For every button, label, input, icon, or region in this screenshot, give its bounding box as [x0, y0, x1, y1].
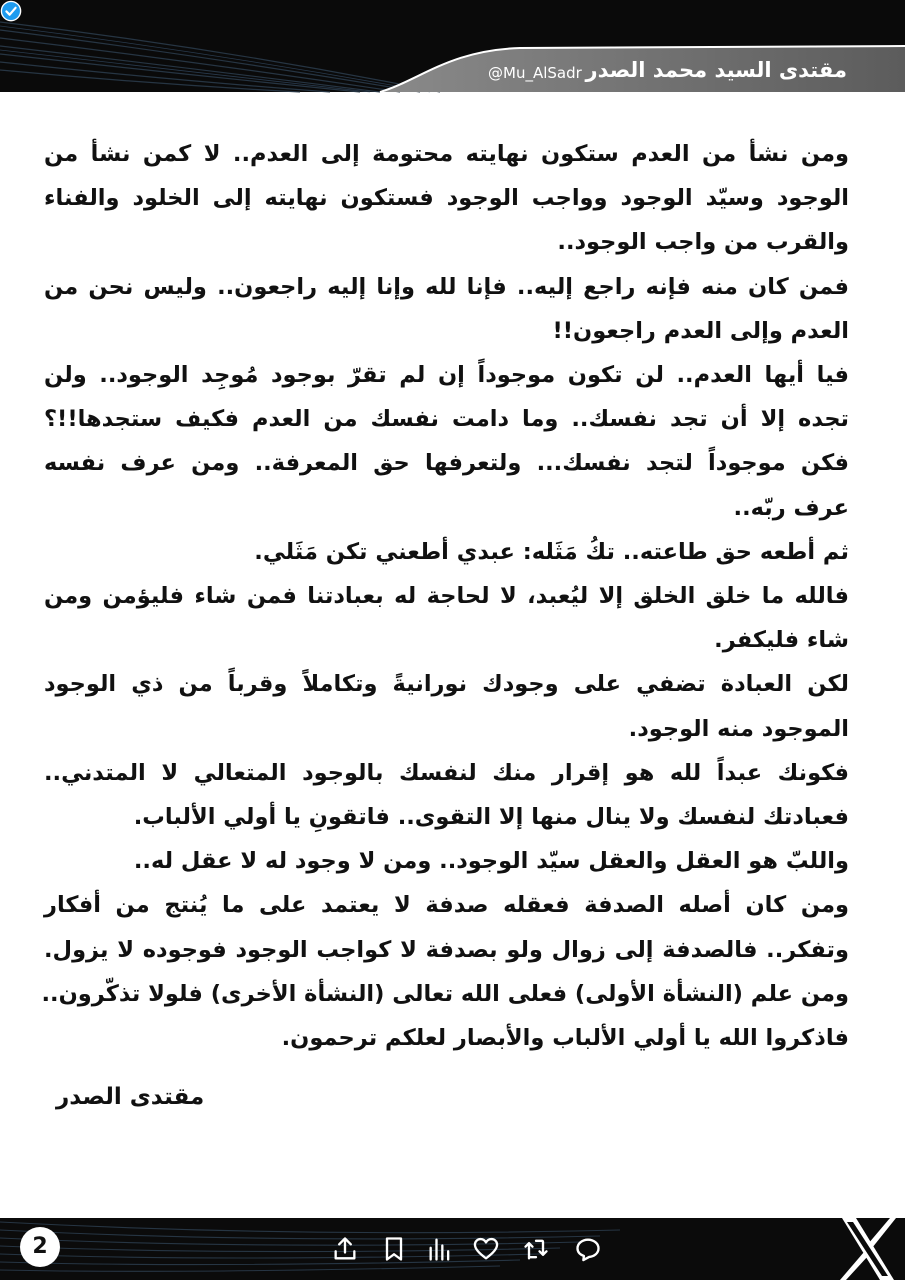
post-line: فعبادتك لنفسك ولا ينال منها إلا التقوى.. فاتقونِ يا أولي الألباب.: [133, 804, 849, 831]
bookmark-icon[interactable]: [380, 1235, 408, 1263]
post-line: ومن نشأ من العدم ستكون نهايته محتومة إلى العدم.. لا كمن نشأ من: [44, 141, 849, 167]
post-line: ومن كان أصله الصدفة فعقله صدفة لا يعتمد على ما يُنتج من أفكار: [44, 892, 849, 919]
post-line: العدم وإلى العدم راجعون!!: [552, 317, 849, 344]
post-line: لكن العبادة تضفي على وجودك نورانيةً وتكاملاً وقرباً من ذي الوجود: [44, 671, 849, 698]
x-logo: [838, 1218, 898, 1280]
post-line: فكن موجوداً لتجد نفسك... ولتعرفها حق المعرفة.. ومن عرف نفسه: [44, 450, 849, 477]
repost-icon[interactable]: [522, 1235, 550, 1263]
page-number-badge: 2: [20, 1227, 60, 1267]
post-line: شاء فليكفر.: [714, 627, 849, 654]
post-line: وتفكر.. فالصدفة إلى زوال ولو بصدفة لا كواجب الوجود فوجوده لا يزول.: [44, 936, 849, 963]
views-icon[interactable]: [426, 1235, 454, 1263]
post-text: [41, 132, 849, 1060]
post-header: [0, 0, 905, 96]
post-line: الوجود وسيّد الوجود وواجب الوجود فستكون نهايته إلى الخلود والفناء: [44, 185, 849, 212]
post-line: فالله ما خلق الخلق إلا ليُعبد، لا لحاجة له بعبادتنا فمن شاء فليؤمن ومن: [44, 583, 849, 610]
account-handle: @Mu_AlSadr: [488, 64, 582, 82]
post-line: فمن كان منه فإنه راجع إليه.. فإنا لله وإنا إليه راجعون.. وليس نحن من: [44, 273, 849, 300]
post-line: فاذكروا الله يا أولي الألباب والأبصار لعلكم ترحمون.: [281, 1025, 849, 1052]
post-line: والقرب من واجب الوجود..: [557, 229, 849, 256]
post-line: ثم أطعه حق طاعته.. تكُ مَثَله: عبدي أطعني تكن مَثَلي.: [254, 538, 849, 565]
post-footer: [0, 1218, 905, 1280]
post-line: فيا أيها العدم.. لن تكون موجوداً إن لم تقرّ بوجود مُوجِد الوجود.. ولن: [44, 362, 849, 389]
post-line: تجده إلا أن تجد نفسك.. وما دامت نفسك من العدم فكيف ستجدها!!؟: [44, 406, 849, 433]
post-line: واللبّ هو العقل والعقل سيّد الوجود.. ومن لا وجود له لا عقل له..: [133, 848, 849, 875]
like-icon[interactable]: [472, 1235, 500, 1263]
verified-badge-icon: [0, 0, 22, 22]
post-signature: مقتدى الصدر: [56, 1084, 205, 1110]
post-line: فكونك عبداً لله هو إقرار منك لنفسك بالوجود المتعالي لا المتدني..: [44, 759, 849, 786]
reply-icon[interactable]: [574, 1235, 602, 1263]
post-line: عرف ربّه..: [733, 494, 849, 521]
post-line: ومن علم (النشأة الأولى) فعلى الله تعالى (النشأة الأخرى) فلولا تذكّرون..: [41, 980, 849, 1007]
share-icon[interactable]: [331, 1235, 359, 1263]
account-name: مقتدى السيد محمد الصدر: [585, 58, 847, 82]
post-line: الموجود منه الوجود.: [628, 715, 849, 742]
